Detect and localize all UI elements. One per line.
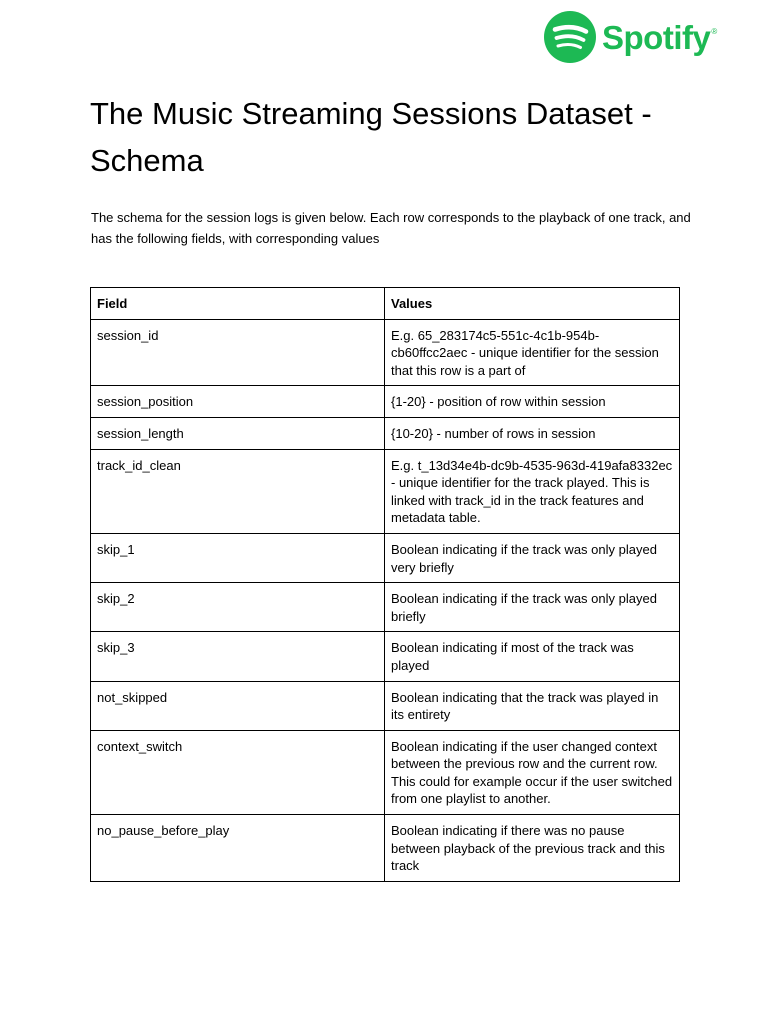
value-cell: {1-20} - position of row within session <box>385 386 680 418</box>
table-row <box>91 319 680 386</box>
registered-mark: ® <box>711 27 718 36</box>
value-cell: Boolean indicating if the user changed context between the previous row and the current row. This could for example occur if the user switched from one playlist to another. <box>385 730 680 814</box>
value-cell: E.g. t_13d34e4b-dc9b-4535-963d-419afa8332ec - unique identifier for the track played. This is linked with track_id in the track features and metadata table. <box>385 449 680 533</box>
spotify-logo <box>543 10 717 64</box>
table-row <box>91 730 680 814</box>
brand-wordmark: Spotify <box>602 18 711 56</box>
value-cell: Boolean indicating if there was no pause between playback of the previous track and this track <box>385 815 680 882</box>
page-title: The Music Streaming Sessions Dataset - Schema <box>90 96 652 178</box>
field-cell: no_pause_before_play <box>91 815 385 882</box>
table-row <box>91 533 680 582</box>
table-header-row <box>91 288 680 320</box>
table-row <box>91 681 680 730</box>
table-row <box>91 386 680 418</box>
value-cell: Boolean indicating that the track was played in its entirety <box>385 681 680 730</box>
field-cell: skip_2 <box>91 583 385 632</box>
value-cell: Boolean indicating if the track was only played briefly <box>385 583 680 632</box>
table-row <box>91 815 680 882</box>
value-cell: {10-20} - number of rows in session <box>385 417 680 449</box>
table-row <box>91 632 680 681</box>
intro-paragraph: The schema for the session logs is given below. Each row corresponds to the playback of one track, and has the following fields, with corresponding values <box>91 210 691 246</box>
field-cell: context_switch <box>91 730 385 814</box>
field-cell: not_skipped <box>91 681 385 730</box>
field-cell: skip_1 <box>91 533 385 582</box>
value-cell: Boolean indicating if most of the track was played <box>385 632 680 681</box>
field-cell: track_id_clean <box>91 449 385 533</box>
table-row <box>91 449 680 533</box>
schema-table <box>90 287 680 882</box>
field-cell: session_position <box>91 386 385 418</box>
field-cell: session_id <box>91 319 385 386</box>
column-header-values: Values <box>385 288 680 320</box>
table-row <box>91 583 680 632</box>
field-cell: skip_3 <box>91 632 385 681</box>
field-cell: session_length <box>91 417 385 449</box>
value-cell: E.g. 65_283174c5-551c-4c1b-954b-cb60ffcc2aec - unique identifier for the session that this row is a part of <box>385 319 680 386</box>
spotify-logo-icon <box>543 10 597 64</box>
column-header-field: Field <box>91 288 385 320</box>
table-row <box>91 417 680 449</box>
value-cell: Boolean indicating if the track was only played very briefly <box>385 533 680 582</box>
